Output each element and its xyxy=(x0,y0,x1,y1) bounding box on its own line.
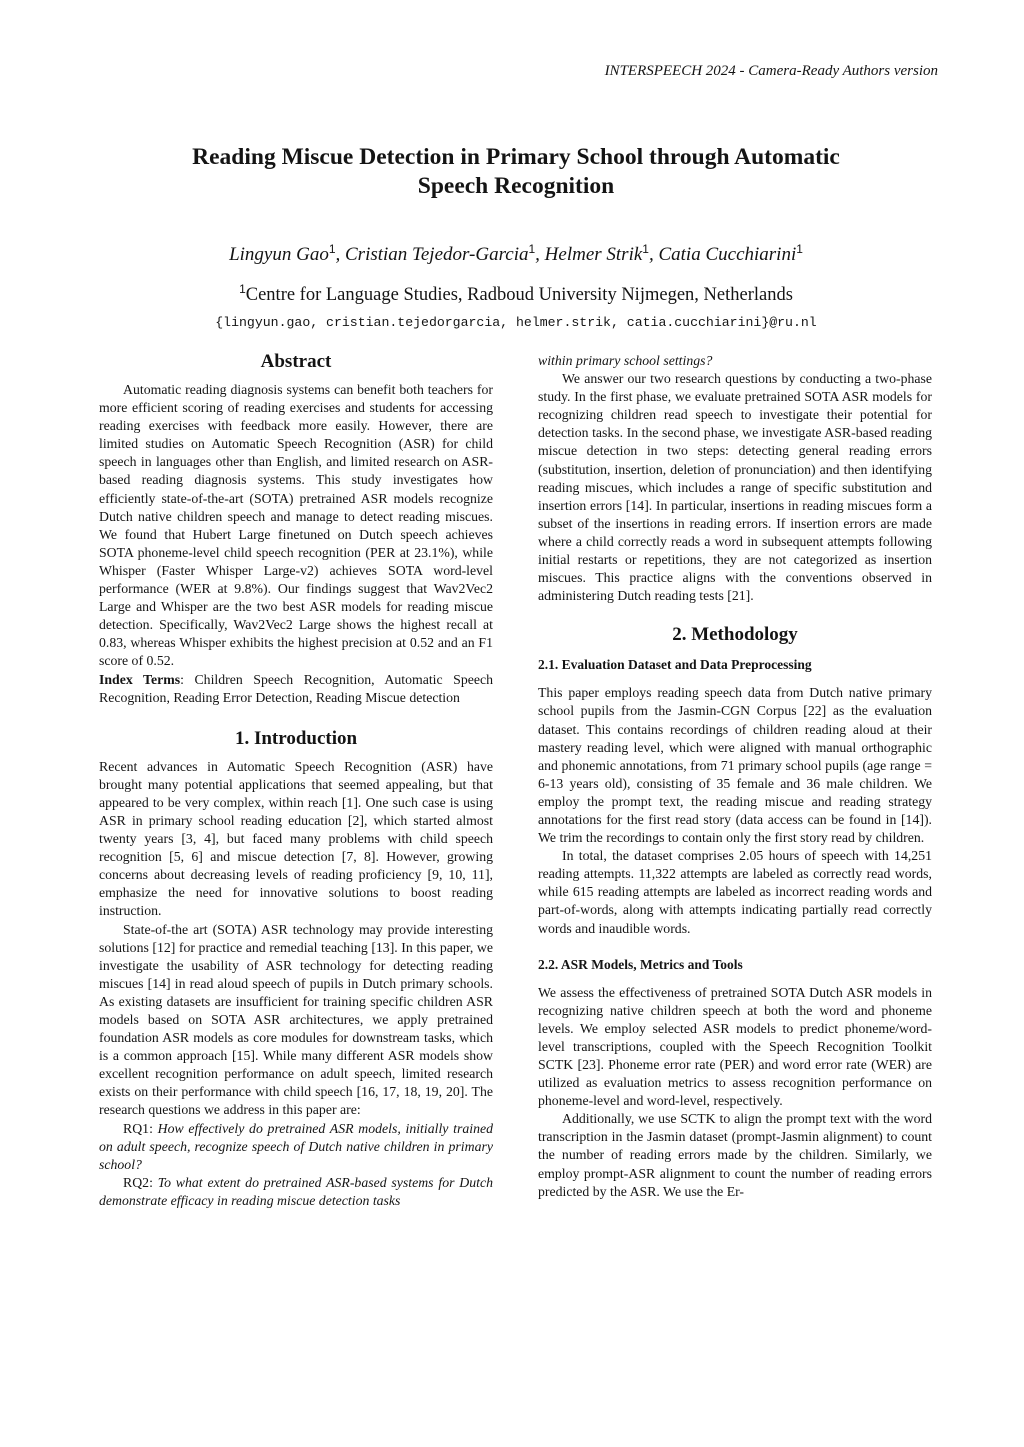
dataset-paragraph-1: This paper employs reading speech data from Dutch native primary school pupils from the Jasmin-CGN Corpus [22] as the evaluation dataset. This contains recordings of children reading aloud at their mastery reading level, which were aligned with manual orthographic and phonemic annotations, from 71 primary school pupils (age range = 6-13 years old), consisting of 35 female and 36 male children. We employ the prompt text, the reading miscue and reading strategy annotations for the first read story (data access can be found in [14]). We trim the recordings to contain only the first story read by children. xyxy=(538,685,932,846)
dataset-paragraph-2: In total, the dataset comprises 2.05 hours of speech with 14,251 reading attempts. 11,322 attempts are labeled as correctly read words, while 615 reading attempts are labeled as incorrect reading words and part-of-words, along with attempts indicating partially read correctly words and inaudible words. xyxy=(538,848,932,936)
author-affiliation-mark: 1 xyxy=(328,242,336,256)
rq2-label: RQ2: xyxy=(123,1174,158,1190)
affiliation xyxy=(100,282,932,306)
author-separator: , xyxy=(335,244,345,265)
author-separator: , xyxy=(648,244,659,265)
intro-paragraph-1: Recent advances in Automatic Speech Recognition (ASR) have brought many potential applications that seemed appealing, but that appeared to be very complex, within reach [1]. One such case is using ASR in primary school reading education [2], which started almost twenty years [3, 4], but faced many problems with child speech recognition [5, 6] and miscue detection [7, 8]. However, growing concerns about decreasing levels of reading proficiency [9, 10, 11], emphasize the need for innovative solutions to boost reading instruction. xyxy=(99,758,493,919)
author-name: Helmer Strik xyxy=(544,244,643,265)
rq1-text: How effectively do pretrained ASR models, initially trained on adult speech, recognize speech of Dutch native children in primary school? xyxy=(99,1120,493,1172)
introduction-heading: 1. Introduction xyxy=(234,727,358,749)
research-question-2 xyxy=(99,1174,493,1210)
section-2-2-heading: 2.2. ASR Models, Metrics and Tools xyxy=(538,956,743,972)
author-name: Lingyun Gao xyxy=(229,244,329,265)
index-terms-label: Index Terms xyxy=(99,671,181,687)
author-name: Cristian Tejedor-Garcia xyxy=(345,244,529,265)
author-separator: , xyxy=(535,244,545,265)
intro-paragraph-2: State-of-the art (SOTA) ASR technology may provide interesting solutions [12] for practice and remedial teaching [13]. In this paper, we investigate the usability of ASR technology for detecting reading miscues [14] in read aloud speech of pupils in Dutch primary schools. As existing datasets are insufficient for training specific children ASR models based on SOTA ASR architectures, we apply pretrained foundation ASR models as core modules for downstream tasks, which is a common approach [15]. While many different ASR models show excellent recognition performance on adult speech, limited research exists on their performance with child speech [16, 17, 18, 19, 20]. The research questions we address in this paper are: xyxy=(99,921,493,1118)
affiliation-text: Centre for Language Studies, Radboud University Nijmegen, Netherlands xyxy=(245,285,793,305)
index-terms-text: : Children Speech Recognition, Automatic Speech Recognition, Reading Error Detection, Reading Miscue detection xyxy=(99,671,494,705)
affiliation-mark: 1 xyxy=(239,282,246,296)
title-line-2: Speech Recognition xyxy=(417,173,615,199)
rq2-continuation xyxy=(538,352,932,370)
abstract-text: Automatic reading diagnosis systems can benefit both teachers for more efficient scoring of reading exercises and students for accessing reading exercises with feedback more easily. However, there are limited studies on Automatic Speech Recognition (ASR) for child speech in languages other than English, and limited research on ASR-based reading diagnosis systems. This study investigates how efficiently state-of-the-art (SOTA) pretrained ASR models recognize Dutch native children speech and manage to detect reading miscues. We found that Hubert Large finetuned on Dutch speech achieves SOTA phoneme-level child speech recognition (PER at 23.1%), while Whisper (Faster Whisper Large-v2) achieves SOTA word-level performance (WER at 9.8%). Our findings suggest that Wav2Vec2 Large and Whisper are the two best ASR models for reading miscue detection. Specifically, Wav2Vec2 Large shows the highest recall at 0.83, whereas Whisper exhibits the highest precision at 0.52 and an F1 score of 0.52. xyxy=(99,382,493,669)
abstract-heading: Abstract xyxy=(260,351,332,372)
asr-models-paragraph-2: Additionally, we use SCTK to align the prompt text with the word transcription in the Jasmin dataset (prompt-Jasmin alignment) to count the number of reading errors made by the children. Similarly, we employ prompt-ASR alignment to count the number of reading errors predicted by the ASR. We use the Er- xyxy=(538,1111,932,1199)
rq1-label: RQ1: xyxy=(123,1120,158,1136)
intro-paragraph-3: We answer our two research questions by conducting a two-phase study. In the first phase, we evaluate pretrained SOTA ASR models for recognizing children read speech to investigate their potential for detection tasks. In the second phase, we investigate ASR-based reading miscue detection in two steps: detecting general reading errors (substitution, insertion, deletion of pronunciation) and then identifying reading miscues, which includes a range of specific substitution and insertion errors [14]. In particular, insertions in reading miscues form a subset of the insertions in reading errors. If insertion errors are made where a child correctly reads a word in subsequent attempts following initial restarts or repetitions, they are not categorized as insertion miscues. This practice aligns with the conventions observed in administering Dutch reading tests [21]. xyxy=(538,371,932,604)
right-column xyxy=(538,352,932,1201)
title-line-1: Reading Miscue Detection in Primary School through Automatic xyxy=(192,144,840,170)
paper-title xyxy=(100,143,932,201)
asr-models-paragraph-1: We assess the effectiveness of pretrained SOTA Dutch ASR models in recognizing native children speech at both the word and phoneme levels. We employ selected ASR models to predict phoneme/word-level transcriptions, coupled with the Speech Recognition Toolkit SCTK [23]. Phoneme error rate (PER) and word error rate (WER) are utilized as evaluation metrics to assess recognition performance on phoneme-level and word-level, respectively. xyxy=(538,984,932,1109)
research-question-1 xyxy=(99,1120,493,1174)
author-emails: {lingyun.gao, cristian.tejedorgarcia, helmer.strik, catia.cucchiarini}@ru.nl xyxy=(215,315,817,330)
author-list xyxy=(100,244,932,266)
section-2-1-heading: 2.1. Evaluation Dataset and Data Preprocessing xyxy=(538,657,812,673)
author-affiliation-mark: 1 xyxy=(528,242,536,256)
index-terms xyxy=(99,671,493,707)
methodology-heading: 2. Methodology xyxy=(672,624,798,646)
conference-header: INTERSPEECH 2024 - Camera-Ready Authors version xyxy=(604,63,938,79)
left-column xyxy=(99,350,493,1210)
rq2-text-continued: within primary school settings? xyxy=(538,353,713,368)
author-affiliation-mark: 1 xyxy=(642,242,649,256)
author-name: Catia Cucchiarini xyxy=(658,244,797,265)
rq2-text: To what extent do pretrained ASR-based systems for Dutch demonstrate efficacy in reading miscue detection tasks xyxy=(99,1174,493,1208)
author-affiliation-mark: 1 xyxy=(796,242,803,256)
